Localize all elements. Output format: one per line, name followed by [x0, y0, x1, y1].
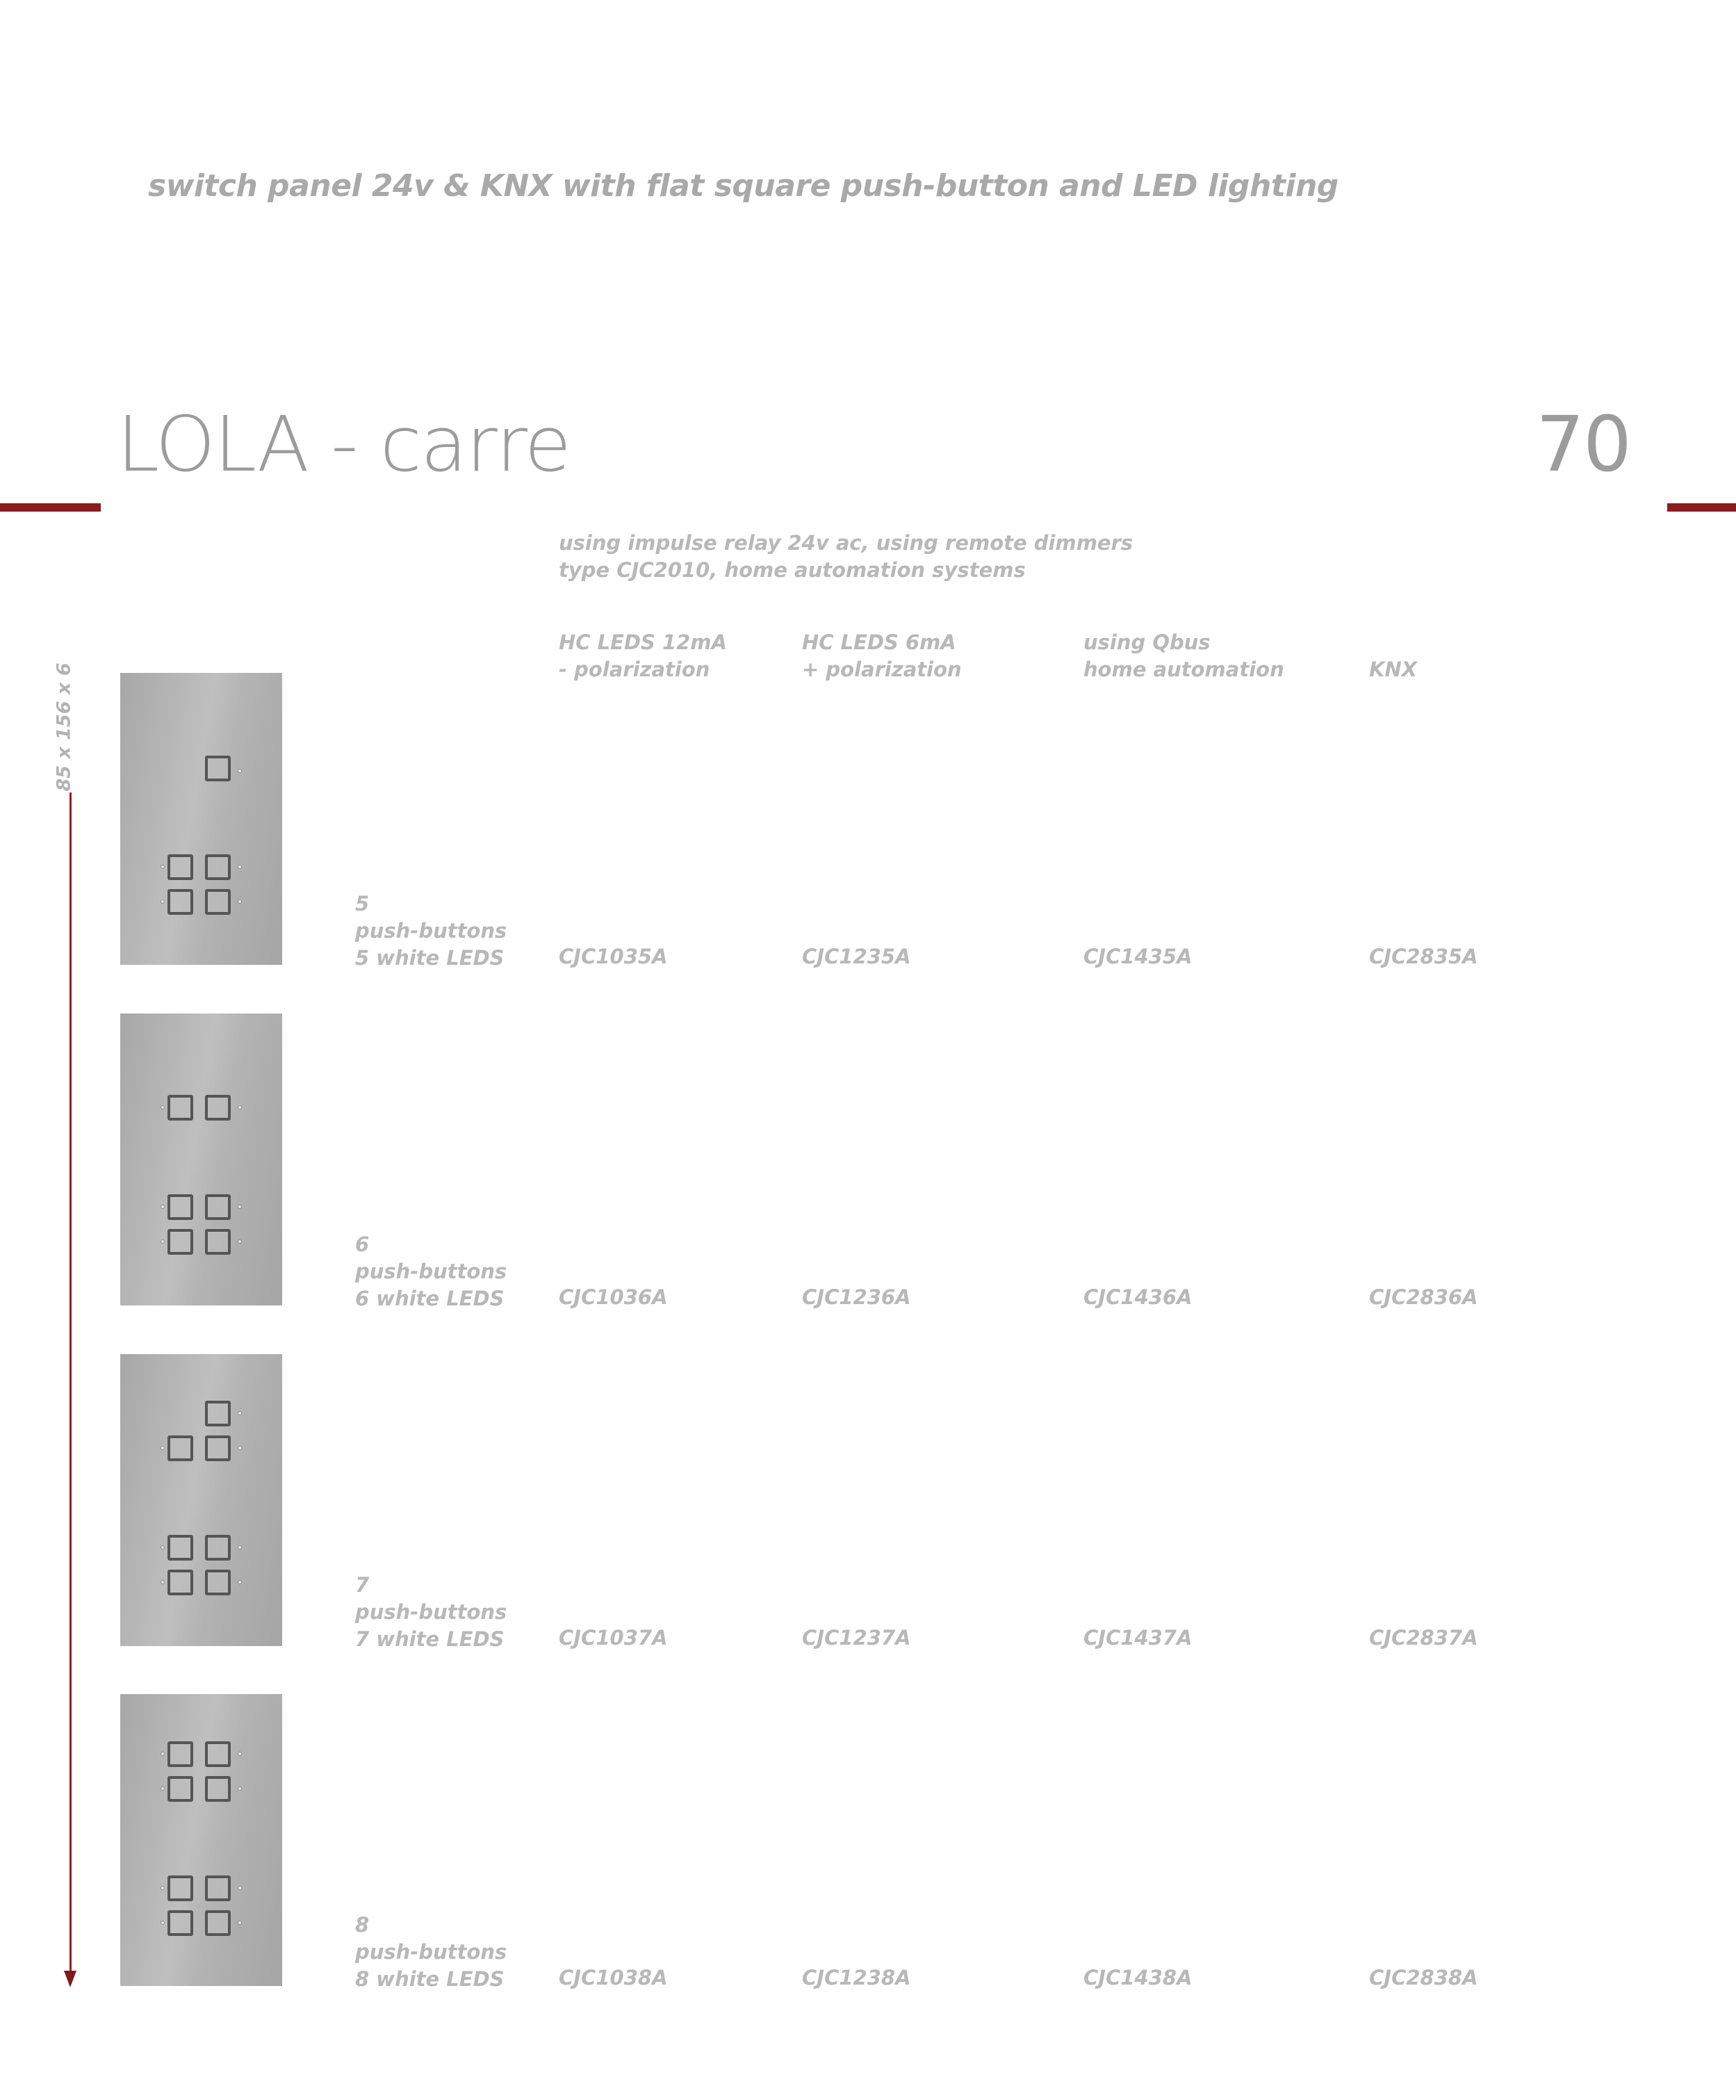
page-subtitle: switch panel 24v & KNX with flat square push-button and LED lighting — [148, 168, 1338, 204]
push-button-icon — [205, 1535, 231, 1561]
led-icon — [161, 865, 165, 869]
button-count: 6 — [355, 1232, 370, 1256]
push-button-icon — [205, 1229, 231, 1255]
leds-label: 8 white LEDS — [355, 1967, 505, 1991]
led-icon — [238, 1786, 242, 1791]
push-button-icon — [205, 1910, 231, 1936]
led-icon — [238, 900, 242, 904]
push-button-icon — [167, 889, 193, 915]
product-code: CJC1436A — [1083, 1285, 1193, 1309]
product-code: CJC1435A — [1083, 945, 1193, 968]
button-count: 7 — [355, 1573, 370, 1597]
product-row-7 — [0, 1354, 1736, 1653]
led-icon — [161, 1786, 165, 1791]
led-icon — [238, 769, 242, 773]
product-code: CJC2837A — [1369, 1626, 1478, 1650]
led-icon — [161, 1752, 165, 1756]
led-icon — [238, 1105, 242, 1109]
product-code: CJC1438A — [1083, 1966, 1193, 1989]
leds-label: 7 white LEDS — [355, 1627, 505, 1651]
buttons-label: push-buttons — [355, 1940, 507, 1964]
column-header-line: KNX — [1369, 658, 1418, 681]
product-code: CJC1236A — [802, 1285, 911, 1309]
product-code: CJC1237A — [802, 1626, 911, 1650]
product-code: CJC2835A — [1369, 945, 1478, 968]
product-row-5 — [0, 673, 1736, 972]
product-row-6 — [0, 1014, 1736, 1312]
push-button-icon — [167, 854, 193, 880]
led-icon — [238, 1205, 242, 1209]
push-button-icon — [205, 1194, 231, 1220]
push-button-icon — [167, 1229, 193, 1255]
push-button-icon — [167, 1741, 193, 1767]
push-button-icon — [205, 1435, 231, 1461]
accent-bar-left — [0, 503, 101, 512]
led-icon — [161, 1886, 165, 1890]
row-label — [355, 1912, 507, 1993]
product-code: CJC1437A — [1083, 1626, 1193, 1650]
buttons-label: push-buttons — [355, 1600, 507, 1624]
page-title: LOLA - carre — [117, 400, 571, 489]
push-button-icon — [205, 1570, 231, 1595]
led-icon — [238, 1545, 242, 1549]
product-code: CJC1038A — [559, 1966, 668, 1989]
product-code: CJC1036A — [559, 1285, 668, 1309]
row-label — [355, 1572, 507, 1653]
row-label — [355, 890, 507, 972]
push-button-icon — [205, 889, 231, 915]
push-button-icon — [167, 1535, 193, 1561]
product-code: CJC1235A — [802, 945, 911, 968]
led-icon — [161, 1545, 165, 1549]
button-count: 5 — [355, 892, 370, 915]
led-icon — [238, 1886, 242, 1890]
column-header-line: HC LEDS 6mA — [802, 630, 956, 654]
led-icon — [238, 1921, 242, 1925]
switch-panel-image — [120, 1354, 282, 1646]
led-icon — [238, 1239, 242, 1244]
push-button-icon — [167, 1875, 193, 1901]
push-button-icon — [167, 1910, 193, 1936]
push-button-icon — [167, 1570, 193, 1595]
push-button-icon — [167, 1435, 193, 1461]
leds-label: 5 white LEDS — [355, 946, 505, 970]
product-code: CJC1035A — [559, 945, 668, 968]
push-button-icon — [167, 1095, 193, 1121]
led-icon — [161, 1580, 165, 1584]
intro-line-2: type CJC2010, home automation systems — [559, 558, 1026, 582]
intro-line-1: using impulse relay 24v ac, using remote dimmers — [559, 531, 1133, 555]
led-icon — [161, 1239, 165, 1244]
product-code: CJC1238A — [802, 1966, 911, 1989]
row-label — [355, 1231, 507, 1312]
column-header-line: HC LEDS 12mA — [559, 630, 728, 654]
product-code: CJC2838A — [1369, 1966, 1478, 1989]
led-icon — [238, 1752, 242, 1756]
column-header-line: + polarization — [802, 658, 962, 681]
push-button-icon — [205, 854, 231, 880]
buttons-label: push-buttons — [355, 919, 507, 943]
product-code: CJC2836A — [1369, 1285, 1478, 1309]
push-button-icon — [205, 1776, 231, 1802]
page-number: 70 — [1536, 400, 1630, 489]
product-code: CJC1037A — [559, 1626, 668, 1650]
led-icon — [161, 1921, 165, 1925]
led-icon — [238, 1446, 242, 1450]
push-button-icon — [167, 1776, 193, 1802]
led-icon — [161, 1105, 165, 1109]
switch-panel-image — [120, 1014, 282, 1305]
accent-bar-right — [1667, 503, 1736, 512]
intro-text — [559, 530, 1133, 584]
led-icon — [238, 1411, 242, 1415]
push-button-icon — [205, 1095, 231, 1121]
led-icon — [238, 865, 242, 869]
led-icon — [161, 1446, 165, 1450]
buttons-label: push-buttons — [355, 1260, 507, 1283]
push-button-icon — [205, 1401, 231, 1426]
column-header-line: home automation — [1083, 658, 1284, 681]
push-button-icon — [205, 1875, 231, 1901]
column-header-line: using Qbus — [1083, 630, 1211, 654]
switch-panel-image — [120, 673, 282, 965]
dimension-label: 85 x 156 x 6 — [53, 662, 75, 792]
push-button-icon — [167, 1194, 193, 1220]
product-row-8 — [0, 1694, 1736, 1993]
push-button-icon — [205, 756, 231, 781]
led-icon — [161, 900, 165, 904]
column-header-line: - polarization — [559, 658, 710, 681]
switch-panel-image — [120, 1694, 282, 1986]
push-button-icon — [205, 1741, 231, 1767]
button-count: 8 — [355, 1913, 370, 1937]
led-icon — [161, 1205, 165, 1209]
leds-label: 6 white LEDS — [355, 1287, 505, 1310]
led-icon — [238, 1580, 242, 1584]
